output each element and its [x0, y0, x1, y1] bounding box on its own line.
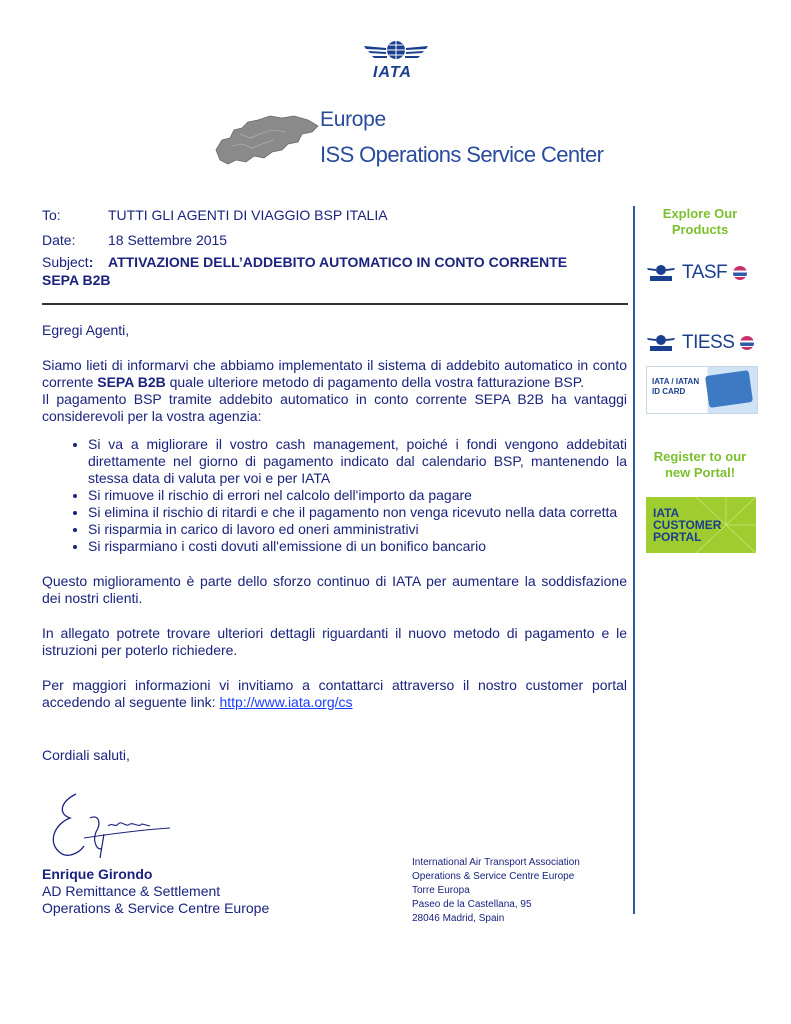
- paragraph-5: Per maggiori informazioni vi invitiamo a contattarci attraverso il nostro customer portal accedendo al seguente link: http://www.iata.org/cs: [42, 677, 627, 710]
- header-service-center: ISS Operations Service Center: [320, 142, 604, 167]
- subject-label: Subject:: [42, 254, 94, 270]
- europe-map-image: [212, 110, 322, 168]
- signatory-name: Enrique Girondo: [42, 866, 153, 882]
- to-label: To:: [42, 207, 61, 223]
- tiess-label: TIESS: [682, 332, 735, 353]
- address-line: International Air Transport Association: [412, 857, 580, 868]
- sidebar-divider: [633, 206, 635, 914]
- list-item: • Si rimuove il rischio di errori nel calcolo dell'importo da pagare: [88, 487, 627, 504]
- list-item: • Si va a migliorare il vostro cash management, poiché i fondi vengono addebitati direttamente nel giorno di pagamento indicato dal calendario BSP, mantenendo la stessa data di valuta per voi e per IATA: [88, 436, 627, 487]
- address-line: 28046 Madrid, Spain: [412, 913, 505, 924]
- tasf-banner[interactable]: [646, 262, 747, 284]
- to-value: TUTTI GLI AGENTI DI VIAGGIO BSP ITALIA: [108, 207, 388, 223]
- signatory-department: Operations & Service Centre Europe: [42, 900, 270, 916]
- register-portal-heading: Register to our new Portal!: [653, 449, 747, 480]
- tiess-dot-icon: [740, 336, 754, 350]
- explore-products-heading: Explore Our Products: [662, 206, 738, 237]
- address-line: Torre Europa: [412, 885, 470, 896]
- tasf-dot-icon: [733, 266, 747, 280]
- customer-service-link[interactable]: http://www.iata.org/cs: [219, 694, 353, 710]
- date-label: Date:: [42, 232, 76, 248]
- letter-body: [42, 322, 627, 764]
- address-line: Operations & Service Centre Europe: [412, 871, 575, 882]
- tasf-label: TASF: [682, 262, 728, 283]
- globe-wings-icon: [360, 38, 432, 66]
- list-item: • Si risparmiano i costi dovuti all'emissione di un bonifico bancario: [88, 538, 627, 555]
- iata-mini-logo-icon: [646, 264, 676, 282]
- closing: Cordiali saluti,: [42, 747, 130, 763]
- address-line: Paseo de la Castellana, 95: [412, 899, 532, 910]
- paragraph-2: Il pagamento BSP tramite addebito automatico in conto corrente SEPA B2B ha vantaggi considerevoli per la vostra agenzia:: [42, 391, 627, 424]
- signatory-role: AD Remittance & Settlement: [42, 883, 221, 899]
- benefits-list: [42, 436, 627, 555]
- iata-logo: [360, 38, 432, 84]
- list-item: • Si risparmia in carico di lavoro ed oneri amministrativi: [88, 521, 627, 538]
- id-card-banner[interactable]: [646, 366, 758, 414]
- id-card-image: [705, 370, 753, 408]
- id-card-text: IATA / IATAN ID CARD: [652, 377, 700, 396]
- iata-logo-text: IATA: [373, 64, 412, 81]
- date-value: 18 Settembre 2015: [108, 232, 228, 248]
- subject-line-1: ATTIVAZIONE DELL’ADDEBITO AUTOMATICO IN CONTO CORRENTE: [108, 254, 568, 270]
- portal-text: IATA CUSTOMER PORTAL: [653, 506, 722, 544]
- header-europe: Europe: [320, 108, 386, 131]
- list-item: • Si elimina il rischio di ritardi e che il pagamento non venga ricevuto nella data corretta: [88, 504, 627, 521]
- tiess-banner[interactable]: [646, 332, 754, 354]
- customer-portal-banner[interactable]: [646, 497, 756, 553]
- paragraph-3: Questo miglioramento è parte dello sforzo continuo di IATA per aumentare la soddisfazione dei nostri clienti.: [42, 573, 627, 606]
- greeting: Egregi Agenti,: [42, 322, 130, 338]
- iata-mini-logo-icon: [646, 334, 676, 352]
- header-divider: [42, 303, 628, 305]
- paragraph-4: In allegato potrete trovare ulteriori dettagli riguardanti il nuovo metodo di pagamento e le istruzioni per poterlo richiedere.: [42, 625, 627, 658]
- handwritten-signature: [40, 788, 180, 868]
- subject-line-2: SEPA B2B: [42, 272, 111, 288]
- paragraph-1: Siamo lieti di informarvi che abbiamo implementato il sistema di addebito automatico in conto corrente SEPA B2B quale ulteriore metodo di pagamento della vostra fatturazione BSP.: [42, 357, 627, 390]
- address-block: [412, 856, 580, 926]
